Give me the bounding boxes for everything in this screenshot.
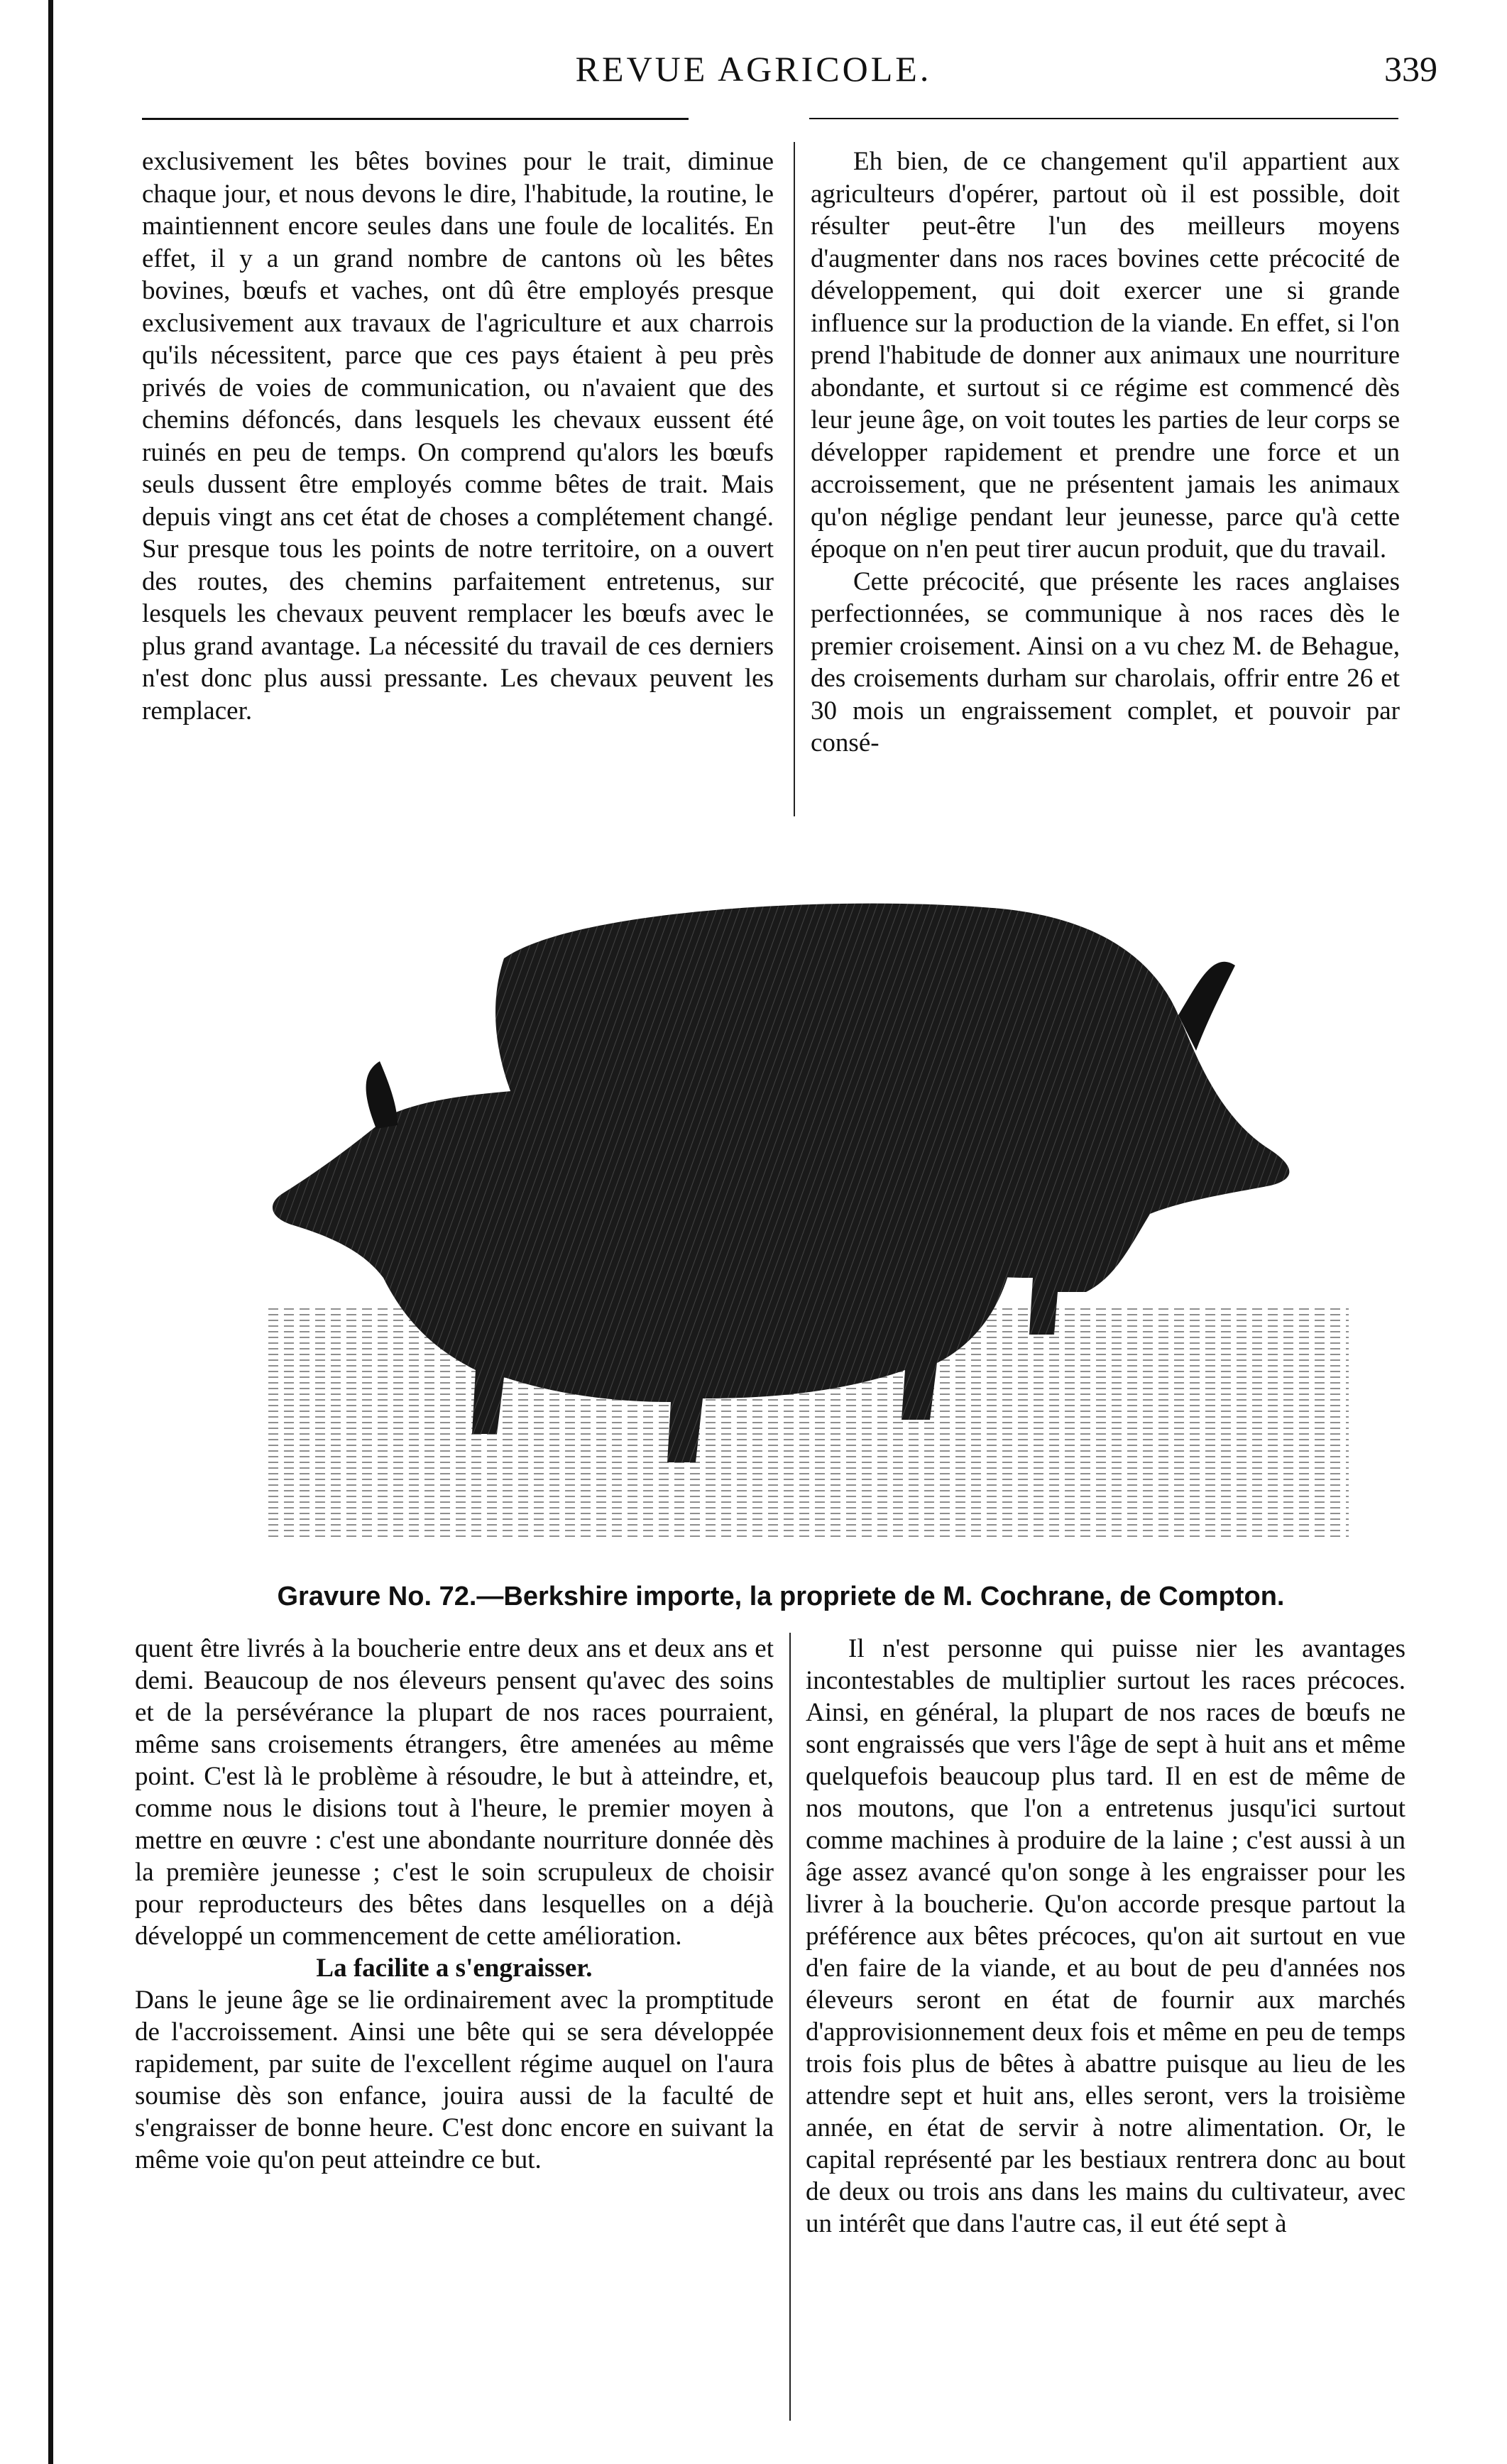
paragraph: quent être livrés à la boucherie entre deux ans et deux ans et demi. Beaucoup de nos éleveurs pensent qu'avec des soins et de la persévérance la plupart de nos races pourraient, même sans croisements étrangers, être amenées au même point. C'est là le problème à résoudre, le but à atteindre, et, comme nous le disions tout à l'heure, le premier moyen à mettre en œuvre : c'est une abondante nourriture donnée dès la première jeunesse ; c'est le soin scrupuleux de choisir pour reproducteurs des bêtes dans lesquelles on a déjà développé un commencement de cette amélioration.: [135, 1634, 774, 1951]
header-rule-right: [809, 118, 1398, 119]
column-rule-top: [794, 142, 795, 816]
top-right-column: [811, 146, 1400, 760]
paragraph: Cette précocité, que présente les races anglaises perfectionnées, se communique à nos races dès le premier croisement. Ainsi on a vu chez M. de Behague, des croisements durham sur charolais, offrir entre 26 et 30 mois un engraissement complet, et pouvoir par consé-: [811, 566, 1400, 757]
header-rule-left: [142, 118, 689, 120]
pigs-illustration: [206, 880, 1377, 1555]
column-rule-bottom: [789, 1633, 791, 2421]
page-number: 339: [1384, 49, 1437, 89]
section-subheading: La facilite a s'engraisser.: [316, 1954, 593, 1983]
bottom-right-column: [806, 1633, 1405, 2240]
bottom-left-column: [135, 1633, 774, 2176]
paragraph: Dans le jeune âge se lie ordinairement avec la promptitude de l'accroissement. Ainsi une bête qui se sera développée rapidement, par suite de l'excellent régime auquel on l'aura soumise dès son enfance, jouira aussi de la faculté de s'engraisser de bonne heure. C'est donc encore en suivant la même voie qu'on peut atteindre ce but.: [135, 1986, 774, 2174]
figure-caption: Gravure No. 72.—Berkshire importe, la propriete de M. Cochrane, de Compton.: [277, 1582, 1285, 1611]
page-edge-rule: [48, 0, 53, 2464]
paragraph: exclusivement les bêtes bovines pour le trait, diminue chaque jour, et nous devons le dire, l'habitude, la routine, le maintiennent encore seules dans une foule de localités. En effet, il y a un grand nombre de cantons où les bêtes bovines, bœufs et vaches, ont dû être employés presque exclusivement aux travaux de l'agriculture et aux charrois qu'ils nécessitent, parce que ces pays étaient à peu près privés de voies de communication, ou n'avaient que des chemins défoncés, dans lesquels les chevaux eussent été ruinés en peu de temps. On comprend qu'alors les bœufs seuls dussent être employés comme bêtes de trait. Mais depuis vingt ans cet état de choses a complétement changé. Sur presque tous les points de notre territoire, on a ouvert des routes, des chemins parfaitement entretenus, sur lesquels les chevaux peuvent remplacer les bœufs avec le plus grand avantage. La nécessité du travail de ces derniers n'est donc plus aussi pressante. Les chevaux peuvent les remplacer.: [142, 147, 774, 725]
paragraph: Eh bien, de ce changement qu'il appartient aux agriculteurs d'opérer, partout où il est possible, doit résulter peut-être l'un des meilleurs moyens d'augmenter dans nos races bovines cette précocité de développement, qui doit exercer une si grande influence sur la production de la viande. En effet, si l'on prend l'habitude de donner aux animaux une nourriture abondante, et surtout si ce régime est commencé dès leur jeune âge, on voit toutes les parties de leur corps se développer rapidement et prendre une force et un accroissement, que ne présentent jamais les animaux qu'on néglige pendant leur jeunesse, parce qu'à cette époque on n'en peut tirer aucun produit, que du travail.: [811, 147, 1400, 564]
top-left-column: [142, 146, 774, 727]
berkshire-pigs-engraving: [206, 880, 1377, 1555]
paragraph: Il n'est personne qui puisse nier les avantages incontestables de multiplier surtout les races précoces. Ainsi, en général, la plupart de nos races de bœufs ne sont engraissés que vers l'âge de sept à huit ans et même quelquefois beaucoup plus tard. Il en est de même de nos moutons, que l'on a entretenus jusqu'ici surtout comme machines à produire de la laine ; c'est aussi à un âge assez avancé qu'on songe à les engraisser pour les livrer à la boucherie. Qu'on accorde presque partout la préférence aux bêtes précoces, qu'on ait surtout en vue d'en faire de la viande, et au bout de peu d'années nos éleveurs seront en état de fournir aux marchés d'approvisionnement deux fois et même en peu de temps trois fois plus de bêtes à abattre puisque au lieu de les attendre sept et huit ans, elles seront, vers la troisième année, en état de servir à notre alimentation. Or, le capital représenté par les bestiaux rentrera donc au bout de deux ou trois ans dans les mains du cultivateur, avec un intérêt que dans l'autre cas, il eut été sept à: [806, 1634, 1405, 2238]
running-head: REVUE AGRICOLE.: [575, 49, 932, 89]
